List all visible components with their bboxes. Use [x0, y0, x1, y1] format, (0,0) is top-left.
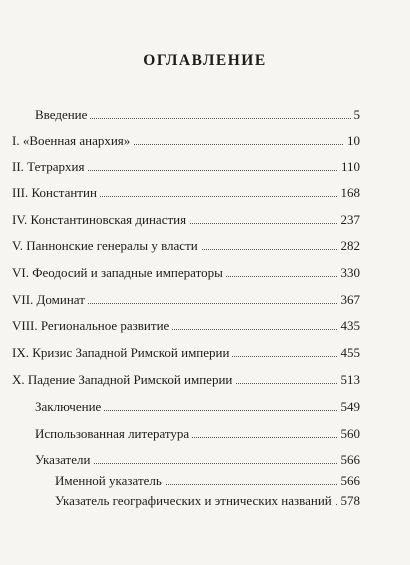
- toc-row-chapter-9[interactable]: [0, 344, 410, 362]
- toc-row-introduction[interactable]: [0, 106, 410, 124]
- toc-row-conclusion[interactable]: [0, 398, 410, 416]
- toc-label: VIII. Региональное развитие: [12, 317, 172, 335]
- toc-page-number: 513: [338, 371, 361, 389]
- toc-row-chapter-2[interactable]: [0, 158, 410, 176]
- page-title: ОГЛАВЛЕНИЕ: [143, 52, 267, 69]
- toc-page-number: 237: [338, 211, 361, 229]
- toc-label: Введение: [35, 106, 90, 124]
- toc-label: Использованная литература: [35, 425, 192, 443]
- toc-label: V. Паннонские генералы у власти: [12, 237, 201, 255]
- toc-page-number: 549: [338, 398, 361, 416]
- toc-row-chapter-10[interactable]: [0, 371, 410, 389]
- toc-row-chapter-5[interactable]: [0, 237, 410, 255]
- toc-row-name-index[interactable]: [0, 472, 410, 490]
- toc-row-bibliography[interactable]: [0, 425, 410, 443]
- toc-label: I. «Военная анархия»: [12, 132, 133, 150]
- toc-label: VI. Феодосий и западные императоры: [12, 264, 226, 282]
- toc-label: Именной указатель: [55, 472, 165, 490]
- toc-label: Заключение: [35, 398, 104, 416]
- toc-page-number: 578: [338, 492, 361, 510]
- toc-label: II. Тетрархия: [12, 158, 87, 176]
- toc-label: Указатель географических и этнических названий: [55, 492, 335, 510]
- toc-page-number: 435: [338, 317, 361, 335]
- toc-row-chapter-1[interactable]: [0, 132, 410, 150]
- toc-page-number: 282: [338, 237, 361, 255]
- toc-page-number: 168: [338, 184, 361, 202]
- toc-label: X. Падение Западной Римской империи: [12, 371, 235, 389]
- toc-row-chapter-4[interactable]: [0, 211, 410, 229]
- toc-label: Указатели: [35, 451, 93, 469]
- toc-label: VII. Доминат: [12, 291, 88, 309]
- toc-page-number: 560: [338, 425, 361, 443]
- toc-label: IV. Константиновская династия: [12, 211, 189, 229]
- toc-row-chapter-7[interactable]: [0, 291, 410, 309]
- toc-row-indexes[interactable]: [0, 451, 410, 469]
- toc-page-number: 455: [338, 344, 361, 362]
- toc-page-number: 566: [338, 472, 361, 490]
- toc-page-number: 330: [338, 264, 361, 282]
- toc-label: IX. Кризис Западной Римской империи: [12, 344, 232, 362]
- toc-row-geographic-index[interactable]: [0, 492, 410, 510]
- toc-row-chapter-8[interactable]: [0, 317, 410, 335]
- toc-page-number: 5: [351, 106, 361, 124]
- toc-row-chapter-3[interactable]: [0, 184, 410, 202]
- toc-page-number: 10: [344, 132, 360, 150]
- toc-row-chapter-6[interactable]: [0, 264, 410, 282]
- toc-label: III. Константин: [12, 184, 100, 202]
- toc-page-number: 367: [338, 291, 361, 309]
- toc-page-number: 566: [338, 451, 361, 469]
- toc-page-number: 110: [338, 158, 360, 176]
